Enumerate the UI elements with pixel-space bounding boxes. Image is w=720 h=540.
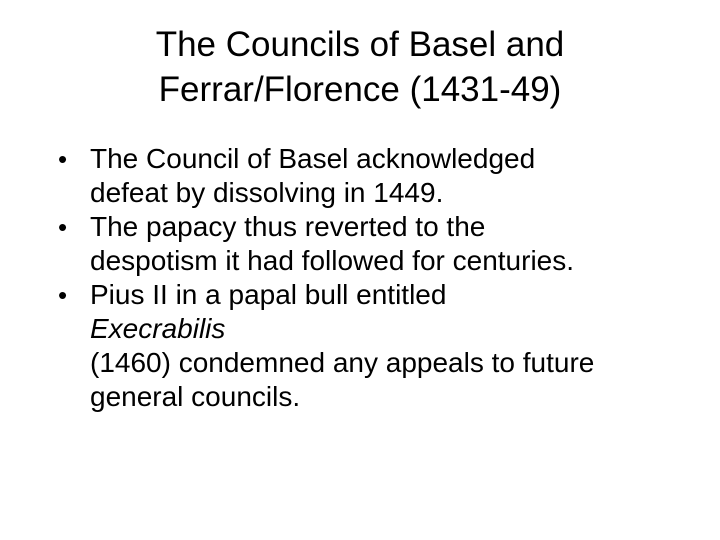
slide-title-line-2: Ferrar/Florence (1431-49) xyxy=(158,70,562,109)
bullet-line xyxy=(90,278,688,346)
bullet-list xyxy=(58,142,688,414)
slide-title-line-1: The Councils of Basel and xyxy=(155,25,565,64)
bullet-line: despotism it had followed for centuries. xyxy=(90,245,575,276)
bullet-line: defeat by dissolving in 1449. xyxy=(90,177,444,208)
bullet-icon: • xyxy=(58,144,68,174)
bullet-line-prefix: Pius II in a papal bull entitled xyxy=(90,279,447,310)
bullet-line: The papacy thus reverted to the xyxy=(90,211,486,242)
bullet-line: (1460) condemned any appeals to future xyxy=(90,347,595,378)
bullet-icon: • xyxy=(58,212,68,242)
bullet-item-basel-dissolution xyxy=(58,142,688,210)
bullet-line: The Council of Basel acknowledged xyxy=(90,143,536,174)
bull-title: Execrabilis xyxy=(90,313,226,344)
bullet-text xyxy=(90,142,688,210)
bullet-icon: • xyxy=(58,280,68,310)
bullet-item-papal-despotism xyxy=(58,210,688,278)
bullet-text xyxy=(90,210,688,278)
bullet-text xyxy=(90,278,688,414)
slide-title xyxy=(40,22,680,112)
bullet-line: general councils. xyxy=(90,381,301,412)
bullet-item-execrabilis xyxy=(58,278,688,414)
